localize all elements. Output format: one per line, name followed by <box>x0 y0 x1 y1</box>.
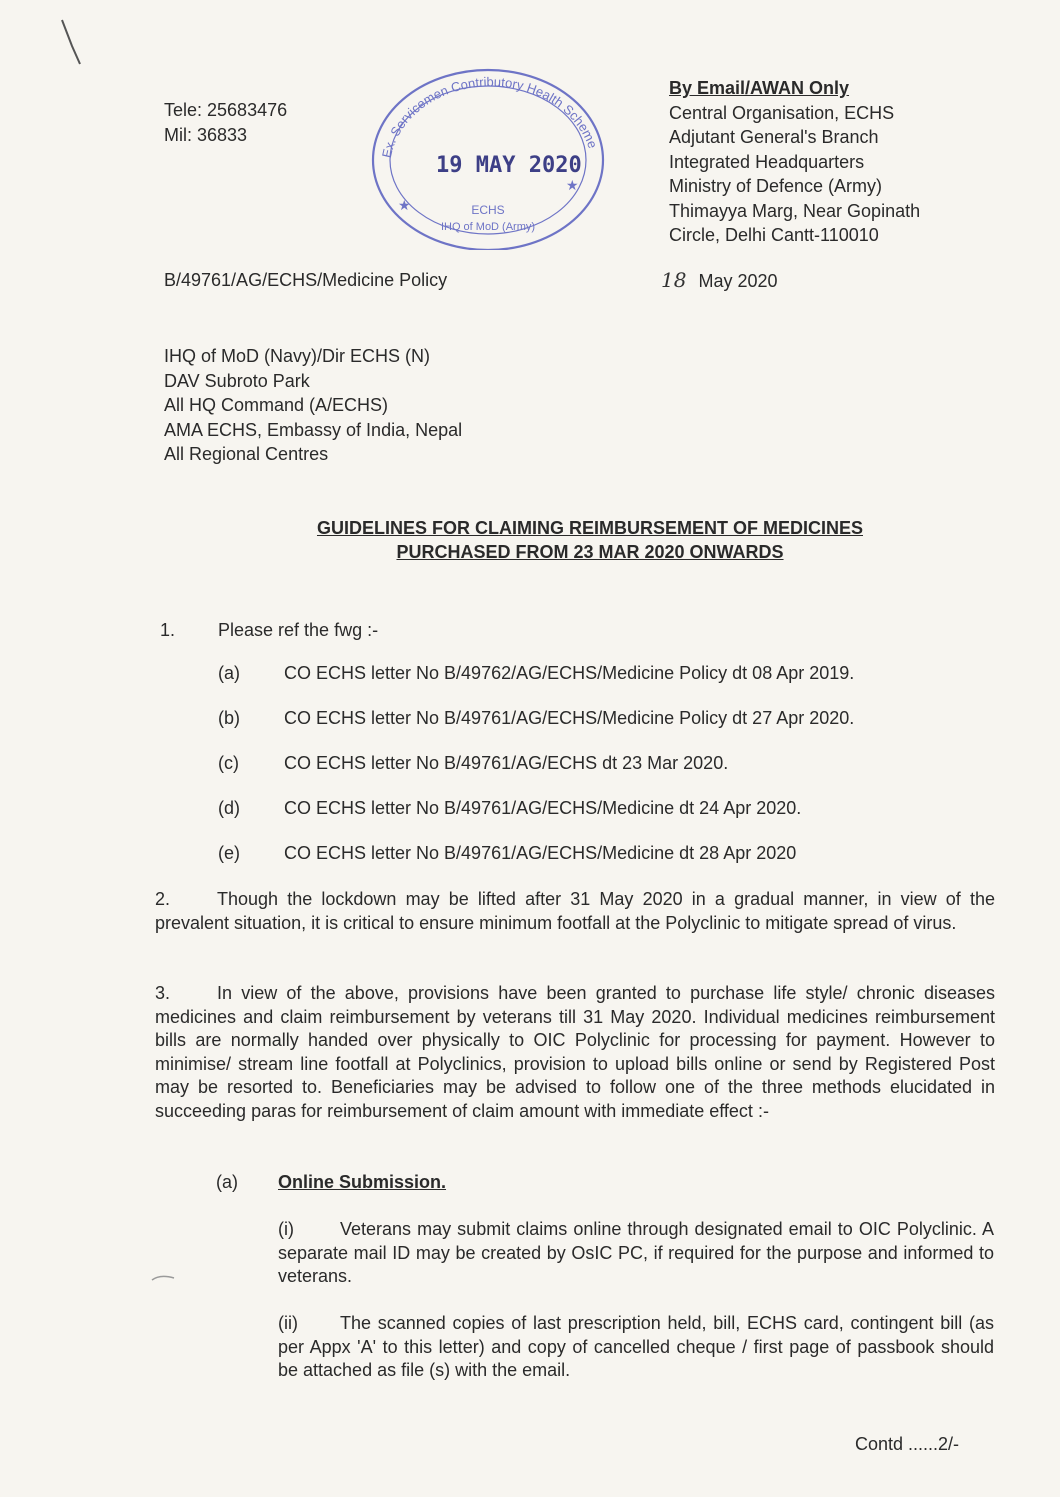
ref-item <box>218 751 728 776</box>
ref-item <box>218 706 854 731</box>
ref-item-label: (b) <box>218 708 240 728</box>
recipient: All Regional Centres <box>164 444 329 464</box>
para-2-number: 2. <box>155 889 171 909</box>
recipient: AMA ECHS, Embassy of India, Nepal <box>164 419 463 440</box>
address-line: Integrated Headquarters <box>669 151 865 172</box>
sub-item-i <box>278 1218 994 1289</box>
ref-item-text: CO ECHS letter No B/49762/AG/ECHS/Medicine Policy dt 08 Apr 2019. <box>284 663 855 683</box>
recipient: DAV Subroto Park <box>164 370 310 391</box>
letter-date <box>661 268 778 294</box>
mil-number: Mil: 36833 <box>164 124 248 145</box>
stamp-arc-text: Ex. Servicemen Contributory Health Scheme <box>378 74 601 160</box>
recipient: IHQ of MoD (Navy)/Dir ECHS (N) <box>164 346 431 366</box>
ref-item-label: (e) <box>218 843 240 863</box>
ref-item-text: CO ECHS letter No B/49761/AG/ECHS/Medicine dt 24 Apr 2020. <box>284 798 802 818</box>
ref-item-label: (d) <box>218 798 240 818</box>
sub-item-number: (i) <box>278 1219 294 1239</box>
stamp-star-icon: ★ <box>566 177 579 193</box>
sub-item-ii <box>278 1312 994 1383</box>
para-3-number: 3. <box>155 983 171 1003</box>
recipients-list <box>164 344 462 467</box>
stamp-date: 19 MAY 2020 <box>436 153 582 178</box>
sub-item-text: The scanned copies of last prescription held, bill, ECHS card, contingent bill (as per Appx 'A' to this letter) and copy of cancelled cheque / first page of passbook should be attached as file (s) with the email. <box>278 1313 994 1380</box>
ref-item-label: (c) <box>218 753 239 773</box>
address-line: Adjutant General's Branch <box>669 127 879 147</box>
file-reference: B/49761/AG/ECHS/Medicine Policy <box>164 270 448 290</box>
subject-line-1: GUIDELINES FOR CLAIMING REIMBURSEMENT OF MEDICINES <box>316 518 863 538</box>
date-day-handwritten: 18 <box>661 268 687 292</box>
tele-number: Tele: 25683476 <box>164 100 288 120</box>
para-3 <box>155 982 995 1123</box>
continued-marker: Contd ......2/- <box>855 1434 960 1454</box>
para-1-text: Please ref the fwg :- <box>218 620 379 640</box>
ref-item-text: CO ECHS letter No B/49761/AG/ECHS/Medicine Policy dt 27 Apr 2020. <box>284 708 855 728</box>
stamp-star-icon: ★ <box>398 197 411 213</box>
sender-address <box>669 76 920 248</box>
scan-mark-icon <box>58 18 88 68</box>
address-line: Thimayya Marg, Near Gopinath <box>669 200 921 221</box>
sub-a-label: (a) <box>216 1172 238 1192</box>
para-2-text: Though the lockdown may be lifted after 31 May 2020 in a gradual manner, in view of the prevalent situation, it is critical to ensure minimum footfall at the Polyclinic to mitigate spread of virus. <box>155 889 995 933</box>
ref-item <box>218 841 796 866</box>
delivery-mode: By Email/AWAN Only <box>669 78 850 98</box>
para-2 <box>155 888 995 935</box>
sub-item-text: Veterans may submit claims online through designated email to OIC Polyclinic. A separate mail ID may be created by OsIC PC, if required for the purpose and informed to veterans. <box>278 1219 994 1286</box>
stamp-line-ihq: IHQ of MoD (Army) <box>440 221 536 233</box>
stamp-line-echs: ECHS <box>471 203 505 217</box>
ref-item-label: (a) <box>218 663 240 683</box>
date-month-year: May 2020 <box>698 271 778 291</box>
receipt-stamp <box>360 50 615 250</box>
subject-line-2: PURCHASED FROM 23 MAR 2020 ONWARDS <box>396 542 784 562</box>
para-3-text: In view of the above, provisions have been granted to purchase life style/ chronic diseases medicines and claim reimbursement by veterans till 31 May 2020. Individual medicines reimbursement bills are normally handed over physically to OIC Polyclinic for processing for payment. However to minimise/ stream line footfall at Polyclinics, provision to upload bills online or send by Registered Post may be resorted to. Beneficiaries may be advised to follow one of the three methods elucidated in succeeding paras for reimbursement of claim amount with immediate effect :- <box>155 983 995 1121</box>
contact-numbers <box>164 98 287 147</box>
para-1-number: 1. <box>160 620 176 640</box>
online-submission-heading <box>216 1170 446 1195</box>
recipient: All HQ Command (A/ECHS) <box>164 395 389 415</box>
address-line: Ministry of Defence (Army) <box>669 176 883 196</box>
ref-item-text: CO ECHS letter No B/49761/AG/ECHS dt 23 Mar 2020. <box>284 753 729 773</box>
ref-item <box>218 661 854 686</box>
sub-item-number: (ii) <box>278 1313 298 1333</box>
sub-a-title: Online Submission. <box>278 1172 447 1192</box>
subject-heading <box>150 516 1030 564</box>
ref-item-text: CO ECHS letter No B/49761/AG/ECHS/Medicine dt 28 Apr 2020 <box>284 843 797 863</box>
ref-item <box>218 796 801 821</box>
scan-smudge-icon <box>150 1270 180 1286</box>
address-line: Central Organisation, ECHS <box>669 102 895 123</box>
address-line: Circle, Delhi Cantt-110010 <box>669 225 879 245</box>
